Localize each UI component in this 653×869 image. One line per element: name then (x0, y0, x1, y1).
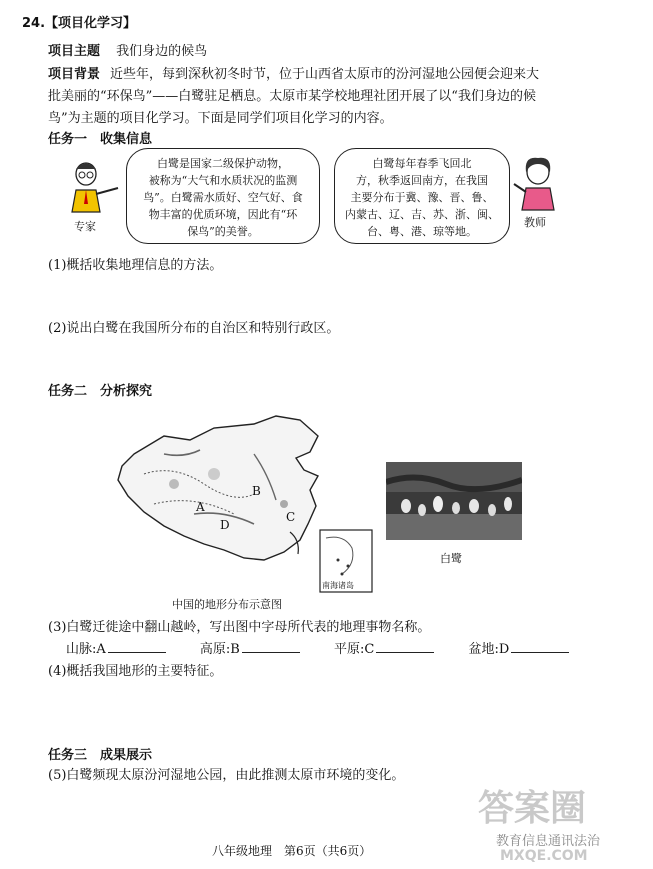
map-label-c: C (286, 510, 296, 524)
bubble-right-line: 白鹭每年春季飞回北 (372, 157, 472, 170)
watermark-big: 答案圈 (478, 788, 587, 829)
bubble-right-line: 方，秋季返回南方，在我国 (356, 174, 488, 187)
map-caption: 中国的地形分布示意图 (172, 598, 282, 611)
bubble-left-line: 白鹭是国家二级保护动物， (157, 157, 289, 170)
question-3: (3)白鹭迁徙途中翻山越岭，写出图中字母所代表的地理事物名称。 (48, 620, 431, 635)
fill-plain-label: 平原:C (334, 642, 375, 657)
background-line2: 批美丽的“环保鸟”——白鹭驻足栖息。太原市某学校地理社团开展了以“我们身边的候 (48, 89, 536, 104)
teacher-icon (510, 156, 560, 212)
map-label-a: A (196, 500, 205, 514)
question-5: (5)白鹭频现太原汾河湿地公园，由此推测太原市环境的变化。 (48, 768, 405, 783)
china-terrain-map (104, 414, 376, 596)
expert-figure (64, 160, 124, 218)
fill-basin-label: 盆地:D (468, 642, 510, 657)
task1-title: 任务一 收集信息 (48, 132, 153, 147)
fill-plateau-blank[interactable] (242, 640, 300, 653)
bubble-left-line: 物丰富的优质环境，因此有“环 (148, 208, 298, 221)
fill-mountain-blank[interactable] (108, 640, 166, 653)
fill-basin-blank[interactable] (511, 640, 569, 653)
bubble-left-line: 被称为“大气和水质状况的监测 (148, 174, 298, 187)
expert-label: 专家 (74, 220, 96, 233)
expert-speech-bubble (126, 148, 320, 244)
question-4: (4)概括我国地形的主要特征。 (48, 664, 223, 679)
teacher-speech-bubble (334, 148, 510, 244)
fill-in-row (66, 638, 569, 657)
teacher-label: 教师 (524, 216, 546, 229)
china-map-graphic (104, 414, 376, 596)
question-2: (2)说出白鹭在我国所分布的自治区和特别行政区。 (48, 321, 340, 336)
bubble-left-line: 鸟”。白鹭需水质好、空气好、食 (143, 191, 303, 204)
expert-icon (64, 160, 124, 218)
teacher-figure (510, 156, 560, 212)
egret-photo-image (386, 462, 522, 540)
page-footer: 八年级地理 第6页（共6页） (212, 844, 372, 858)
question-number: 24. (22, 16, 46, 31)
background-line1: 近些年，每到深秋初冬时节，位于山西省太原市的汾河湿地公园便会迎来大 (110, 67, 540, 82)
fill-mountain-label: 山脉:A (66, 642, 106, 657)
question-tag: 【项目化学习】 (45, 16, 137, 31)
topic-label: 项目主题 (48, 44, 101, 59)
photo-caption: 白鹭 (440, 552, 462, 565)
background-label: 项目背景 (48, 67, 101, 82)
bubble-right-line: 台、粤、港、琼等地。 (367, 225, 477, 238)
question-1: (1)概括收集地理信息的方法。 (48, 258, 223, 273)
background-paragraph (48, 64, 618, 130)
map-label-d: D (220, 518, 230, 532)
topic-line (48, 40, 207, 59)
bubble-right-line: 内蒙古、辽、吉、苏、浙、闽、 (345, 208, 499, 221)
egret-photo (386, 462, 522, 540)
bubble-right-line: 主要分布于冀、豫、晋、鲁、 (350, 191, 494, 204)
fill-plateau-label: 高原:B (199, 642, 240, 657)
topic-text: 我们身边的候鸟 (116, 44, 208, 59)
background-line3: 鸟”为主题的项目化学习。下面是同学们项目化学习的内容。 (48, 111, 393, 126)
inset-label: 南海诸岛 (322, 581, 354, 590)
watermark-url: MXQE.COM (500, 848, 588, 864)
task3-title: 任务三 成果展示 (48, 748, 153, 763)
fill-plain-blank[interactable] (376, 640, 434, 653)
map-label-b: B (252, 484, 261, 498)
watermark-text: 教育信息通讯法治 (496, 834, 601, 849)
question-header (22, 12, 136, 31)
bubble-left-line: 保鸟”的美誉。 (187, 225, 259, 238)
task2-title: 任务二 分析探究 (48, 384, 153, 399)
